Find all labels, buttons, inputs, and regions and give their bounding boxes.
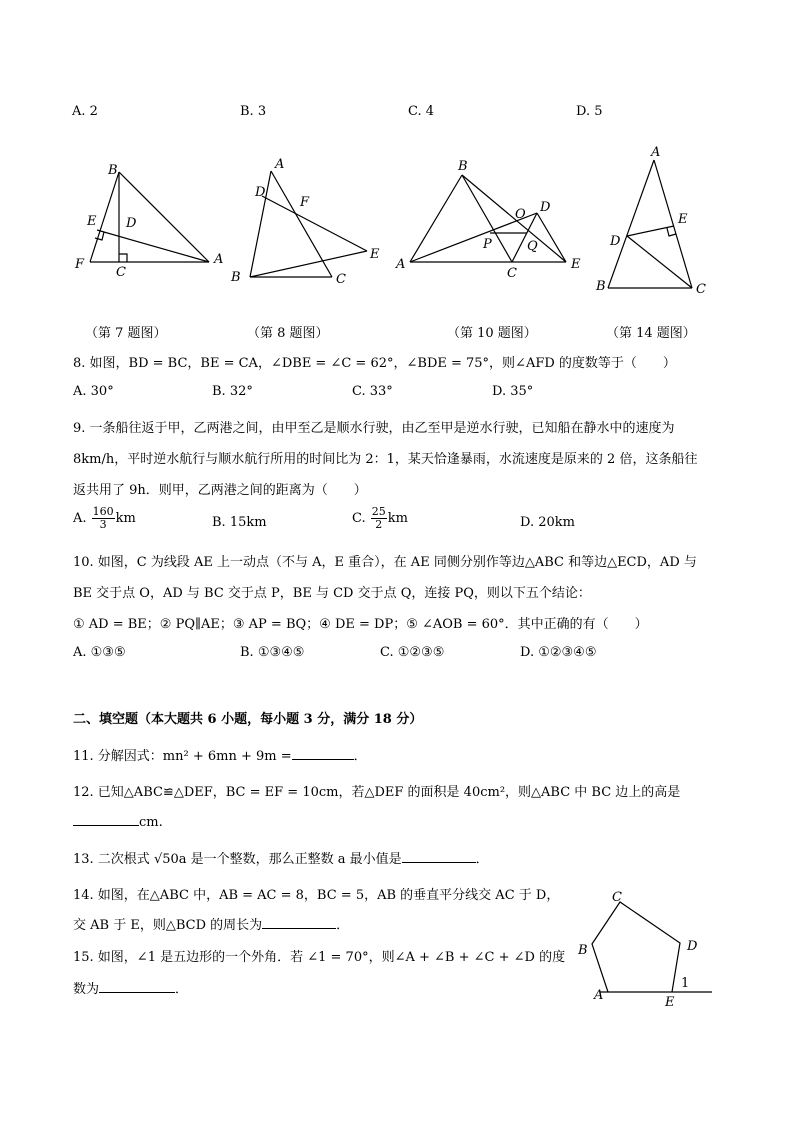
fig15-label-c: C	[612, 890, 622, 905]
q9-option-a-fraction: $\frac{160}{3}$	[92, 505, 114, 531]
fig14-label-b: B	[596, 279, 606, 294]
q9-option-c-fraction: $\frac{25}{2}$	[371, 505, 386, 531]
q8-option-b: B. 32°	[212, 384, 253, 399]
q15-answer-blank[interactable]	[99, 980, 175, 993]
section-2-heading: 二、填空题（本大题共 6 小题，每小题 3 分，满分 18 分）	[73, 712, 423, 727]
fig10-label-e: E	[571, 257, 581, 272]
fig15-label-e: E	[665, 995, 675, 1010]
fig14-label-e: E	[678, 212, 688, 227]
q15-line-1: 15. 如图，∠1 是五边形的一个外角．若 ∠1 = 70°，则∠A + ∠B + ∠C + ∠D 的度	[73, 950, 566, 965]
q10-option-d: D. ①②③④⑤	[520, 645, 597, 660]
q10-option-b: B. ①③④⑤	[240, 645, 305, 660]
q8-option-d: D. 35°	[492, 384, 534, 399]
q7-option-d: D. 5	[576, 104, 603, 119]
fig14-label-d: D	[610, 234, 621, 249]
q8-text: 8. 如图，BD = BC，BE = CA，∠DBE = ∠C = 62°，∠BDE = 75°，则∠AFD 的度数等于（ ）	[73, 356, 676, 371]
fig8-label-f: F	[300, 195, 310, 210]
fig7-label-e: E	[87, 214, 97, 229]
fig10-label-q: Q	[527, 239, 538, 254]
fig15-label-b: B	[578, 943, 588, 958]
q14-answer-blank[interactable]	[262, 916, 336, 929]
q9-option-a: A. $\frac{160}{3}$ km	[73, 505, 136, 531]
q15-line-2: 数为 ．	[73, 982, 189, 997]
caption-fig7: （第 7 题图）	[85, 326, 167, 341]
q7-option-a: A. 2	[72, 104, 98, 119]
q9-line-2: 8km/h，平时逆水航行与顺水航行所用的时间比为 2：1，某天恰逢暴雨，水流速度是原来的 2 倍，这条船往	[73, 452, 698, 467]
q14-line-1: 14. 如图，在△ABC 中，AB = AC = 8，BC = 5，AB 的垂直平分线交 AC 于 D，	[73, 888, 560, 903]
q9-line-1: 9. 一条船往返于甲，乙两港之间，由甲至乙是顺水行驶，由乙至甲是逆水行驶，已知船在静水中的速度为	[73, 421, 675, 436]
q10-line-1: 10. 如图，C 为线段 AE 上一动点（不与 A，E 重合），在 AE 同侧分别作等边△ABC 和等边△ECD，AD 与	[73, 555, 697, 570]
q7-option-b: B. 3	[240, 104, 267, 119]
fig8-label-e: E	[370, 247, 380, 262]
fig15-label-1: 1	[681, 976, 690, 991]
q9-option-d: D. 20km	[520, 515, 575, 530]
fig10-label-c: C	[507, 266, 517, 281]
figure-8	[250, 171, 367, 277]
q9-line-3: 返共用了 9h．则甲，乙两港之间的距离为（ ）	[73, 483, 367, 498]
q11-answer-blank[interactable]	[292, 747, 354, 760]
q10-option-c: C. ①②③⑤	[380, 645, 445, 660]
q8-option-c: C. 33°	[352, 384, 393, 399]
q8-option-a: A. 30°	[73, 384, 114, 399]
caption-fig14: （第 14 题图）	[606, 326, 696, 341]
caption-fig10: （第 10 题图）	[447, 326, 537, 341]
fig10-label-o: O	[515, 207, 526, 222]
q12-line-2: cm.	[73, 813, 163, 830]
fig10-label-a: A	[396, 257, 406, 272]
q12-answer-blank[interactable]	[73, 813, 139, 826]
q10-line-3: ① AD = BE；② PQ∥AE；③ AP = BQ；④ DE = DP；⑤ ∠AOB = 60°．其中正确的有（ ）	[73, 617, 648, 632]
fig10-label-b: B	[458, 159, 468, 174]
fig7-label-f: F	[75, 257, 85, 272]
fig14-label-c: C	[696, 282, 706, 297]
figure-7	[90, 172, 209, 262]
fig15-label-a: A	[594, 988, 604, 1003]
fig8-label-d: D	[255, 185, 266, 200]
fig8-label-b: B	[231, 270, 241, 285]
q7-option-c: C. 4	[408, 104, 435, 119]
q14-line-2: 交 AB 于 E，则△BCD 的周长为 ．	[73, 918, 350, 933]
fig7-label-d: D	[126, 216, 137, 231]
fig10-label-p: P	[483, 237, 492, 252]
q10-option-a: A. ①③⑤	[73, 645, 126, 660]
q13-answer-blank[interactable]	[402, 850, 476, 863]
fig15-label-d: D	[687, 939, 698, 954]
q9-option-b: B. 15km	[212, 515, 267, 530]
fig8-label-c: C	[336, 272, 346, 287]
fig7-label-b: B	[108, 163, 118, 178]
caption-fig8: （第 8 题图）	[247, 326, 329, 341]
fig7-label-c: C	[116, 265, 126, 280]
q11: 11. 分解因式：mn² + 6mn + 9m = ．	[73, 749, 367, 764]
fig14-label-a: A	[651, 145, 661, 160]
q9-option-c: C. $\frac{25}{2}$ km	[352, 505, 408, 531]
q12-line-1: 12. 已知△ABC≌△DEF，BC = EF = 10cm，若△DEF 的面积是 40cm²，则△ABC 中 BC 边上的高是	[73, 785, 681, 800]
fig8-label-a: A	[275, 157, 285, 172]
q13: 13. 二次根式 √50a 是一个整数，那么正整数 a 最小值是 ．	[73, 852, 489, 867]
q10-line-2: BE 交于点 O，AD 与 BC 交于点 P，BE 与 CD 交于点 Q，连接 PQ，则以下五个结论：	[73, 586, 591, 601]
fig7-label-a: A	[214, 252, 224, 267]
fig10-label-d: D	[540, 200, 551, 215]
